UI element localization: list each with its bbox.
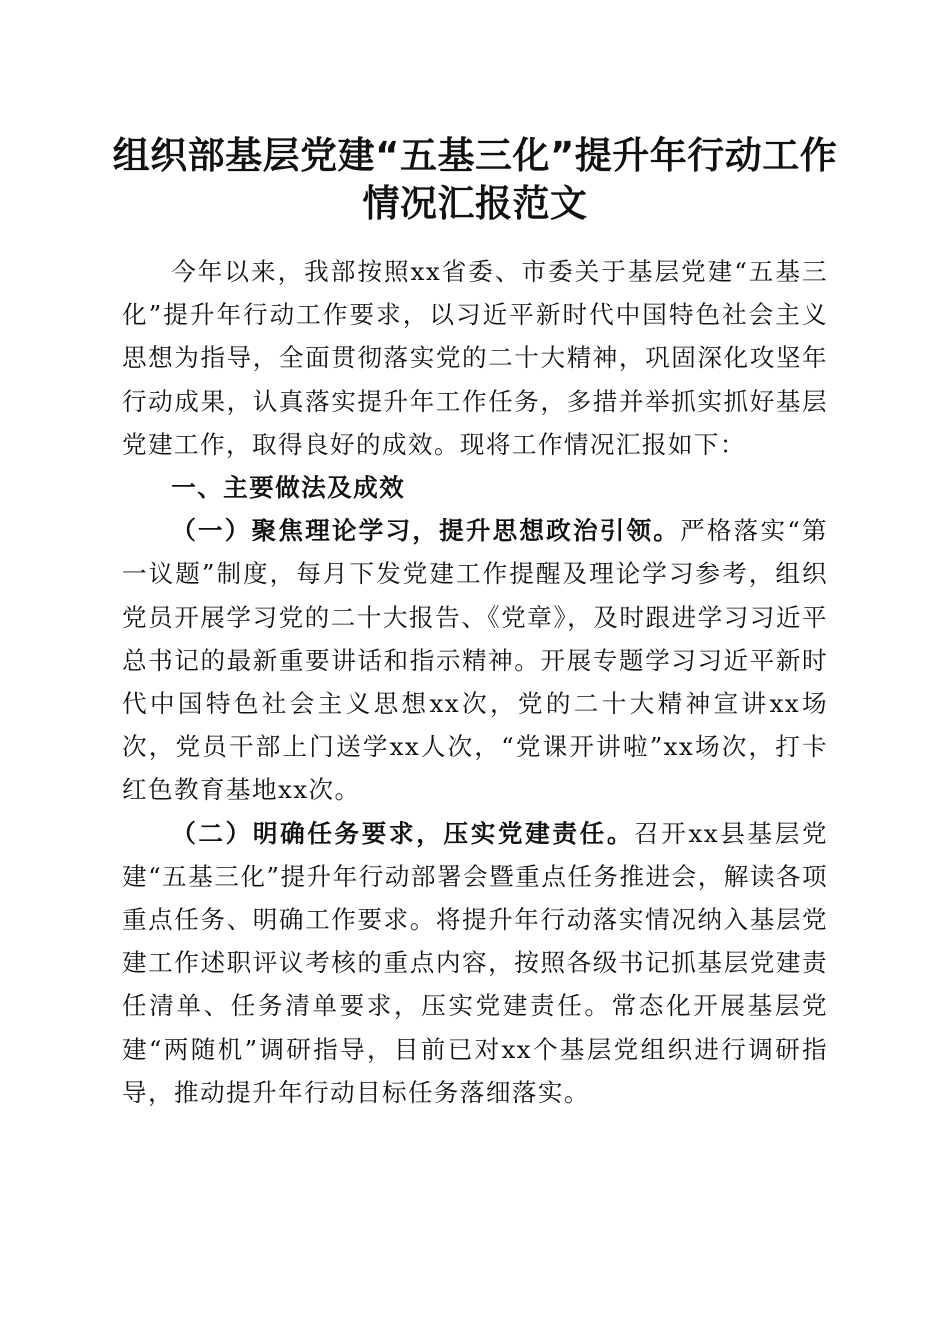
document-body <box>122 250 828 1114</box>
item-1-paragraph <box>122 509 828 811</box>
title-line-2: 情况汇报范文 <box>362 182 588 225</box>
section-1-heading: 一、主要做法及成效 <box>171 473 406 503</box>
item-2-body: 召开xx县基层党建“五基三化”提升年行动部署会暨重点任务推进会，解读各项重点任务、明确工作要求。将提升年行动落实情况纳入基层党建工作述职评议考核的重点内容，按照各级书记抓基层党建责任清单、任务清单要求，压实党建责任。常态化开展基层党建“两随机”调研指导，目前已对xx个基层党组织进行调研指导，推动提升年行动目标任务落细落实。 <box>122 818 828 1107</box>
item-1-body: 严格落实“第一议题”制度，每月下发党建工作提醒及理论学习参考，组织党员开展学习党的二十大报告、《党章》，及时跟进学习习近平总书记的最新重要讲话和指示精神。开展专题学习习近平新时代中国特色社会主义思想xx次，党的二十大精神宣讲xx场次，党员干部上门送学xx人次，“党课开讲啦”xx场次，打卡红色教育基地xx次。 <box>122 516 828 805</box>
title-line-1: 组织部基层党建“五基三化”提升年行动工作 <box>112 134 838 177</box>
document-title <box>110 132 840 228</box>
item-2-paragraph <box>122 812 828 1114</box>
item-2-lead: （二）明确任务要求，压实党建责任。 <box>171 818 635 848</box>
item-1-lead: （一）聚焦理论学习，提升思想政治引领。 <box>171 516 681 546</box>
intro-paragraph: 今年以来，我部按照xx省委、市委关于基层党建“五基三化”提升年行动工作要求，以习近平新时代中国特色社会主义思想为指导，全面贯彻落实党的二十大精神，巩固深化攻坚年行动成果，认真落实提升年工作任务，多措并举抓实抓好基层党建工作，取得良好的成效。现将工作情况汇报如下： <box>122 257 828 459</box>
